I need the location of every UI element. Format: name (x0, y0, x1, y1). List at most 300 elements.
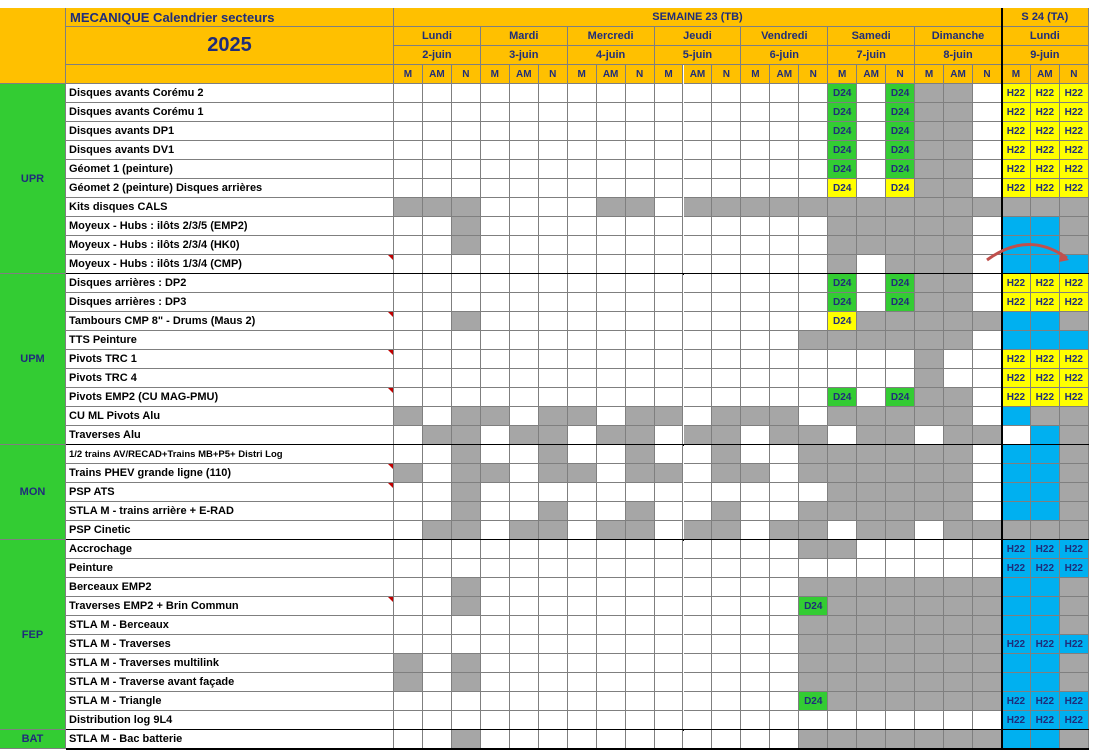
closed-slot[interactable] (799, 502, 828, 521)
empty-slot[interactable] (481, 369, 510, 388)
code-h22[interactable]: H22 (1031, 84, 1060, 103)
empty-slot[interactable] (712, 616, 741, 635)
closed-slot[interactable] (770, 521, 799, 540)
closed-slot[interactable] (973, 692, 1002, 711)
closed-slot[interactable] (539, 464, 568, 483)
empty-slot[interactable] (510, 274, 539, 293)
blue-slot[interactable] (1031, 331, 1060, 350)
empty-slot[interactable] (973, 274, 1002, 293)
closed-slot[interactable] (944, 293, 973, 312)
empty-slot[interactable] (973, 84, 1002, 103)
empty-slot[interactable] (770, 388, 799, 407)
empty-slot[interactable] (423, 255, 452, 274)
empty-slot[interactable] (684, 654, 713, 673)
code-d24[interactable]: D24 (886, 84, 915, 103)
empty-slot[interactable] (597, 141, 626, 160)
comment-flag-icon[interactable] (388, 255, 393, 260)
closed-slot[interactable] (1031, 198, 1060, 217)
closed-slot[interactable] (857, 331, 886, 350)
empty-slot[interactable] (712, 236, 741, 255)
empty-slot[interactable] (539, 692, 568, 711)
empty-slot[interactable] (568, 369, 597, 388)
closed-slot[interactable] (452, 426, 481, 445)
empty-slot[interactable] (394, 217, 423, 236)
closed-slot[interactable] (1060, 198, 1089, 217)
closed-slot[interactable] (915, 388, 944, 407)
empty-slot[interactable] (799, 255, 828, 274)
empty-slot[interactable] (539, 635, 568, 654)
blue-slot[interactable] (1002, 217, 1031, 236)
empty-slot[interactable] (423, 236, 452, 255)
closed-slot[interactable] (828, 483, 857, 502)
closed-slot[interactable] (915, 236, 944, 255)
empty-slot[interactable] (655, 692, 684, 711)
closed-slot[interactable] (944, 236, 973, 255)
closed-slot[interactable] (915, 616, 944, 635)
blue-slot[interactable] (1002, 673, 1031, 692)
empty-slot[interactable] (944, 350, 973, 369)
empty-slot[interactable] (510, 635, 539, 654)
empty-slot[interactable] (568, 255, 597, 274)
blue-slot[interactable] (1031, 578, 1060, 597)
empty-slot[interactable] (597, 369, 626, 388)
empty-slot[interactable] (973, 559, 1002, 578)
empty-slot[interactable] (539, 198, 568, 217)
comment-flag-icon[interactable] (388, 464, 393, 469)
empty-slot[interactable] (597, 540, 626, 559)
closed-slot[interactable] (452, 217, 481, 236)
closed-slot[interactable] (828, 692, 857, 711)
empty-slot[interactable] (741, 635, 770, 654)
empty-slot[interactable] (741, 711, 770, 730)
blue-slot[interactable] (1031, 217, 1060, 236)
empty-slot[interactable] (539, 673, 568, 692)
empty-slot[interactable] (684, 711, 713, 730)
empty-slot[interactable] (626, 331, 655, 350)
closed-slot[interactable] (1060, 464, 1089, 483)
empty-slot[interactable] (597, 445, 626, 464)
closed-slot[interactable] (915, 692, 944, 711)
empty-slot[interactable] (799, 160, 828, 179)
empty-slot[interactable] (712, 692, 741, 711)
closed-slot[interactable] (828, 540, 857, 559)
closed-slot[interactable] (886, 198, 915, 217)
closed-slot[interactable] (452, 521, 481, 540)
code-h22[interactable]: H22 (1060, 274, 1089, 293)
empty-slot[interactable] (626, 274, 655, 293)
blue-slot[interactable] (1002, 578, 1031, 597)
empty-slot[interactable] (423, 388, 452, 407)
empty-slot[interactable] (626, 483, 655, 502)
closed-slot[interactable] (944, 141, 973, 160)
blue-slot[interactable] (1002, 407, 1031, 426)
empty-slot[interactable] (973, 388, 1002, 407)
empty-slot[interactable] (712, 274, 741, 293)
closed-slot[interactable] (539, 407, 568, 426)
empty-slot[interactable] (626, 711, 655, 730)
code-h22[interactable]: H22 (1002, 711, 1031, 730)
empty-slot[interactable] (597, 84, 626, 103)
empty-slot[interactable] (597, 236, 626, 255)
closed-slot[interactable] (944, 274, 973, 293)
code-h22[interactable]: H22 (1002, 388, 1031, 407)
empty-slot[interactable] (597, 122, 626, 141)
empty-slot[interactable] (539, 217, 568, 236)
code-h22[interactable]: H22 (1002, 692, 1031, 711)
closed-slot[interactable] (799, 445, 828, 464)
code-h22[interactable]: H22 (1060, 559, 1089, 578)
closed-slot[interactable] (828, 635, 857, 654)
empty-slot[interactable] (597, 616, 626, 635)
closed-slot[interactable] (828, 616, 857, 635)
closed-slot[interactable] (799, 540, 828, 559)
closed-slot[interactable] (915, 122, 944, 141)
empty-slot[interactable] (539, 160, 568, 179)
empty-slot[interactable] (655, 331, 684, 350)
closed-slot[interactable] (799, 654, 828, 673)
closed-slot[interactable] (1031, 521, 1060, 540)
empty-slot[interactable] (510, 217, 539, 236)
empty-slot[interactable] (510, 331, 539, 350)
closed-slot[interactable] (423, 521, 452, 540)
empty-slot[interactable] (597, 464, 626, 483)
closed-slot[interactable] (944, 426, 973, 445)
blue-slot[interactable] (1002, 445, 1031, 464)
empty-slot[interactable] (655, 540, 684, 559)
closed-slot[interactable] (828, 673, 857, 692)
empty-slot[interactable] (452, 103, 481, 122)
empty-slot[interactable] (741, 369, 770, 388)
empty-slot[interactable] (712, 312, 741, 331)
closed-slot[interactable] (1060, 407, 1089, 426)
blue-slot[interactable] (1002, 483, 1031, 502)
empty-slot[interactable] (712, 730, 741, 749)
empty-slot[interactable] (799, 369, 828, 388)
empty-slot[interactable] (799, 122, 828, 141)
comment-flag-icon[interactable] (388, 483, 393, 488)
closed-slot[interactable] (1060, 597, 1089, 616)
closed-slot[interactable] (944, 692, 973, 711)
empty-slot[interactable] (423, 464, 452, 483)
closed-slot[interactable] (915, 350, 944, 369)
empty-slot[interactable] (684, 559, 713, 578)
empty-slot[interactable] (481, 711, 510, 730)
empty-slot[interactable] (423, 84, 452, 103)
closed-slot[interactable] (568, 407, 597, 426)
empty-slot[interactable] (394, 445, 423, 464)
empty-slot[interactable] (394, 331, 423, 350)
blue-slot[interactable] (1031, 312, 1060, 331)
empty-slot[interactable] (597, 179, 626, 198)
empty-slot[interactable] (481, 654, 510, 673)
code-d24[interactable]: D24 (828, 293, 857, 312)
empty-slot[interactable] (741, 84, 770, 103)
empty-slot[interactable] (394, 293, 423, 312)
closed-slot[interactable] (684, 426, 713, 445)
empty-slot[interactable] (452, 616, 481, 635)
closed-slot[interactable] (886, 521, 915, 540)
empty-slot[interactable] (481, 103, 510, 122)
empty-slot[interactable] (684, 388, 713, 407)
empty-slot[interactable] (510, 616, 539, 635)
closed-slot[interactable] (626, 407, 655, 426)
empty-slot[interactable] (423, 730, 452, 749)
empty-slot[interactable] (684, 293, 713, 312)
empty-slot[interactable] (481, 521, 510, 540)
empty-slot[interactable] (684, 635, 713, 654)
closed-slot[interactable] (973, 730, 1002, 749)
closed-slot[interactable] (452, 654, 481, 673)
empty-slot[interactable] (539, 597, 568, 616)
closed-slot[interactable] (799, 198, 828, 217)
closed-slot[interactable] (915, 179, 944, 198)
empty-slot[interactable] (539, 730, 568, 749)
empty-slot[interactable] (655, 293, 684, 312)
empty-slot[interactable] (741, 692, 770, 711)
empty-slot[interactable] (799, 274, 828, 293)
closed-slot[interactable] (944, 597, 973, 616)
code-d24[interactable]: D24 (886, 103, 915, 122)
closed-slot[interactable] (944, 673, 973, 692)
empty-slot[interactable] (597, 255, 626, 274)
empty-slot[interactable] (481, 502, 510, 521)
empty-slot[interactable] (799, 141, 828, 160)
empty-slot[interactable] (684, 236, 713, 255)
empty-slot[interactable] (626, 730, 655, 749)
closed-slot[interactable] (886, 502, 915, 521)
code-d24[interactable]: D24 (886, 293, 915, 312)
blue-slot[interactable] (1002, 502, 1031, 521)
empty-slot[interactable] (597, 331, 626, 350)
empty-slot[interactable] (741, 616, 770, 635)
closed-slot[interactable] (857, 635, 886, 654)
blue-slot[interactable] (1002, 730, 1031, 749)
blue-slot[interactable] (1031, 483, 1060, 502)
closed-slot[interactable] (886, 730, 915, 749)
empty-slot[interactable] (510, 578, 539, 597)
code-d24[interactable]: D24 (886, 141, 915, 160)
closed-slot[interactable] (857, 464, 886, 483)
empty-slot[interactable] (510, 711, 539, 730)
empty-slot[interactable] (452, 692, 481, 711)
empty-slot[interactable] (568, 692, 597, 711)
empty-slot[interactable] (394, 274, 423, 293)
empty-slot[interactable] (481, 692, 510, 711)
code-d24[interactable]: D24 (799, 597, 828, 616)
closed-slot[interactable] (770, 198, 799, 217)
closed-slot[interactable] (973, 578, 1002, 597)
empty-slot[interactable] (684, 350, 713, 369)
code-h22[interactable]: H22 (1002, 141, 1031, 160)
empty-slot[interactable] (712, 559, 741, 578)
empty-slot[interactable] (770, 179, 799, 198)
empty-slot[interactable] (423, 350, 452, 369)
empty-slot[interactable] (770, 84, 799, 103)
code-d24[interactable]: D24 (828, 388, 857, 407)
empty-slot[interactable] (799, 407, 828, 426)
closed-slot[interactable] (452, 445, 481, 464)
empty-slot[interactable] (770, 350, 799, 369)
empty-slot[interactable] (539, 578, 568, 597)
closed-slot[interactable] (915, 502, 944, 521)
empty-slot[interactable] (510, 673, 539, 692)
closed-slot[interactable] (973, 521, 1002, 540)
empty-slot[interactable] (828, 350, 857, 369)
blue-slot[interactable] (1002, 597, 1031, 616)
code-h22[interactable]: H22 (1002, 293, 1031, 312)
closed-slot[interactable] (799, 616, 828, 635)
closed-slot[interactable] (857, 502, 886, 521)
empty-slot[interactable] (857, 350, 886, 369)
empty-slot[interactable] (539, 141, 568, 160)
closed-slot[interactable] (828, 597, 857, 616)
closed-slot[interactable] (944, 160, 973, 179)
empty-slot[interactable] (481, 445, 510, 464)
closed-slot[interactable] (915, 654, 944, 673)
closed-slot[interactable] (597, 521, 626, 540)
empty-slot[interactable] (655, 141, 684, 160)
closed-slot[interactable] (915, 84, 944, 103)
empty-slot[interactable] (394, 559, 423, 578)
empty-slot[interactable] (915, 426, 944, 445)
empty-slot[interactable] (597, 559, 626, 578)
empty-slot[interactable] (423, 483, 452, 502)
comment-flag-icon[interactable] (388, 388, 393, 393)
empty-slot[interactable] (626, 597, 655, 616)
closed-slot[interactable] (741, 407, 770, 426)
empty-slot[interactable] (423, 654, 452, 673)
empty-slot[interactable] (741, 445, 770, 464)
empty-slot[interactable] (568, 198, 597, 217)
closed-slot[interactable] (741, 198, 770, 217)
empty-slot[interactable] (568, 388, 597, 407)
empty-slot[interactable] (973, 350, 1002, 369)
closed-slot[interactable] (452, 312, 481, 331)
empty-slot[interactable] (712, 369, 741, 388)
closed-slot[interactable] (799, 521, 828, 540)
closed-slot[interactable] (712, 502, 741, 521)
empty-slot[interactable] (510, 464, 539, 483)
closed-slot[interactable] (886, 578, 915, 597)
closed-slot[interactable] (1060, 654, 1089, 673)
empty-slot[interactable] (452, 635, 481, 654)
empty-slot[interactable] (799, 350, 828, 369)
closed-slot[interactable] (944, 179, 973, 198)
empty-slot[interactable] (857, 388, 886, 407)
empty-slot[interactable] (568, 426, 597, 445)
empty-slot[interactable] (770, 160, 799, 179)
empty-slot[interactable] (481, 217, 510, 236)
empty-slot[interactable] (539, 369, 568, 388)
empty-slot[interactable] (568, 597, 597, 616)
empty-slot[interactable] (973, 122, 1002, 141)
empty-slot[interactable] (568, 331, 597, 350)
closed-slot[interactable] (857, 692, 886, 711)
code-h22[interactable]: H22 (1060, 103, 1089, 122)
empty-slot[interactable] (655, 274, 684, 293)
closed-slot[interactable] (886, 616, 915, 635)
empty-slot[interactable] (452, 293, 481, 312)
closed-slot[interactable] (626, 198, 655, 217)
closed-slot[interactable] (944, 616, 973, 635)
empty-slot[interactable] (655, 502, 684, 521)
empty-slot[interactable] (423, 160, 452, 179)
closed-slot[interactable] (915, 597, 944, 616)
closed-slot[interactable] (973, 673, 1002, 692)
closed-slot[interactable] (857, 597, 886, 616)
empty-slot[interactable] (510, 692, 539, 711)
empty-slot[interactable] (568, 160, 597, 179)
empty-slot[interactable] (394, 141, 423, 160)
closed-slot[interactable] (626, 521, 655, 540)
closed-slot[interactable] (915, 483, 944, 502)
empty-slot[interactable] (857, 369, 886, 388)
empty-slot[interactable] (741, 274, 770, 293)
empty-slot[interactable] (828, 559, 857, 578)
empty-slot[interactable] (857, 103, 886, 122)
empty-slot[interactable] (481, 179, 510, 198)
empty-slot[interactable] (770, 312, 799, 331)
comment-flag-icon[interactable] (388, 597, 393, 602)
blue-slot[interactable] (1002, 654, 1031, 673)
closed-slot[interactable] (799, 426, 828, 445)
empty-slot[interactable] (684, 255, 713, 274)
empty-slot[interactable] (655, 635, 684, 654)
empty-slot[interactable] (626, 84, 655, 103)
empty-slot[interactable] (741, 578, 770, 597)
closed-slot[interactable] (857, 730, 886, 749)
empty-slot[interactable] (510, 483, 539, 502)
code-d24[interactable]: D24 (799, 692, 828, 711)
closed-slot[interactable] (655, 407, 684, 426)
closed-slot[interactable] (394, 198, 423, 217)
closed-slot[interactable] (452, 578, 481, 597)
empty-slot[interactable] (481, 236, 510, 255)
closed-slot[interactable] (1060, 673, 1089, 692)
empty-slot[interactable] (481, 426, 510, 445)
code-h22[interactable]: H22 (1060, 122, 1089, 141)
empty-slot[interactable] (770, 217, 799, 236)
closed-slot[interactable] (828, 445, 857, 464)
closed-slot[interactable] (915, 445, 944, 464)
empty-slot[interactable] (712, 122, 741, 141)
empty-slot[interactable] (481, 540, 510, 559)
empty-slot[interactable] (481, 312, 510, 331)
empty-slot[interactable] (452, 331, 481, 350)
empty-slot[interactable] (568, 616, 597, 635)
closed-slot[interactable] (799, 673, 828, 692)
empty-slot[interactable] (712, 483, 741, 502)
closed-slot[interactable] (394, 673, 423, 692)
closed-slot[interactable] (944, 388, 973, 407)
closed-slot[interactable] (394, 464, 423, 483)
empty-slot[interactable] (510, 540, 539, 559)
empty-slot[interactable] (626, 255, 655, 274)
closed-slot[interactable] (539, 445, 568, 464)
empty-slot[interactable] (915, 540, 944, 559)
empty-slot[interactable] (684, 217, 713, 236)
empty-slot[interactable] (510, 597, 539, 616)
closed-slot[interactable] (886, 597, 915, 616)
empty-slot[interactable] (539, 84, 568, 103)
closed-slot[interactable] (857, 445, 886, 464)
empty-slot[interactable] (568, 217, 597, 236)
code-d24[interactable]: D24 (828, 160, 857, 179)
empty-slot[interactable] (568, 654, 597, 673)
empty-slot[interactable] (597, 350, 626, 369)
empty-slot[interactable] (712, 711, 741, 730)
empty-slot[interactable] (944, 559, 973, 578)
